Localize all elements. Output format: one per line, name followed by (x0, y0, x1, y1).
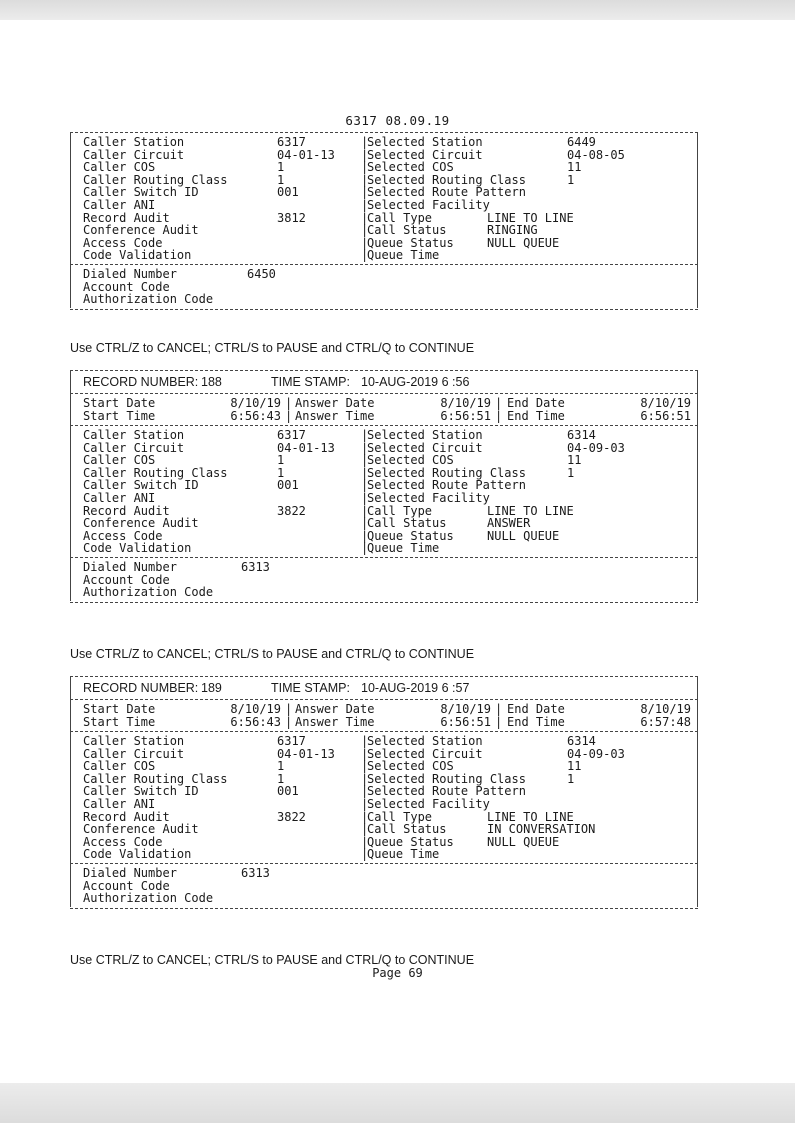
value: 1 (277, 160, 285, 175)
label: Start Time (83, 409, 156, 423)
time-stamp: 10-AUG-2019 6 :57 (361, 681, 470, 695)
label: Access Code (83, 528, 163, 543)
label: Queue Status (367, 235, 454, 250)
label: Dialed Number (83, 266, 177, 281)
time-stamp-label: TIME STAMP: (271, 681, 350, 695)
label: Caller Routing Class (83, 465, 228, 480)
label: Call Status (367, 822, 447, 837)
record-number-label: RECORD NUMBER: (83, 375, 199, 389)
label: Call Status (367, 516, 447, 531)
label: Account Code (83, 878, 170, 893)
time-stamp: 10-AUG-2019 6 :56 (361, 375, 470, 389)
label: Caller Station (83, 428, 185, 442)
dialed-details-1 (70, 264, 698, 308)
record-header (70, 677, 698, 699)
value: 6:56:43 (230, 715, 281, 729)
label: Selected COS (367, 453, 454, 468)
label: Call Type (367, 809, 433, 824)
label: Selected Route Pattern (367, 784, 526, 799)
label: Answer Time (295, 409, 375, 423)
value: 04-01-13 (277, 746, 335, 761)
value: 3822 (277, 809, 306, 824)
call-record-189 (70, 676, 698, 909)
label: Queue Status (367, 834, 454, 849)
label: Caller COS (83, 453, 156, 468)
value: 04-09-03 (567, 746, 625, 761)
value: 6314 (567, 734, 596, 748)
value: 1 (277, 172, 285, 187)
label: Code Validation (83, 541, 192, 556)
label: Code Validation (83, 248, 192, 263)
label: Queue Status (367, 528, 454, 543)
value: ANSWER (487, 516, 531, 531)
label: Caller Routing Class (83, 771, 228, 786)
record-number: 189 (201, 681, 222, 695)
label: Caller ANI (83, 197, 156, 212)
dialed-details-189 (70, 863, 698, 907)
value: 6449 (567, 135, 596, 149)
value: 6:56:43 (230, 409, 281, 423)
value: 1 (567, 172, 575, 187)
label: Authorization Code (83, 891, 214, 906)
page-header: 6317 08.09.19 (345, 113, 450, 128)
label: Selected Route Pattern (367, 478, 526, 493)
label: Queue Time (367, 847, 440, 862)
scan-top-band (0, 0, 795, 20)
value: 8/10/19 (230, 702, 281, 716)
label: Selected Circuit (367, 440, 483, 455)
call-record-1 (70, 132, 698, 310)
value: IN CONVERSATION (487, 822, 596, 837)
label: Dialed Number (83, 559, 177, 574)
label: Caller Switch ID (83, 784, 199, 799)
label: Caller Circuit (83, 147, 185, 162)
value: 6313 (241, 559, 270, 574)
value: 001 (277, 185, 299, 200)
dialed-details-188 (70, 557, 698, 601)
cancel-instructions: Use CTRL/Z to CANCEL; CTRL/S to PAUSE and CTRL/Q to CONTINUE (70, 341, 475, 355)
value: 04-01-13 (277, 440, 335, 455)
value: 8/10/19 (440, 702, 491, 716)
label: Access Code (83, 834, 163, 849)
record-header (70, 371, 698, 393)
value: NULL QUEUE (487, 834, 560, 849)
label: Selected Station (367, 428, 483, 442)
label: Call Status (367, 223, 447, 238)
label: Caller ANI (83, 796, 156, 811)
value: 04-09-03 (567, 440, 625, 455)
label: Conference Audit (83, 223, 199, 238)
label: Selected Routing Class (367, 465, 526, 480)
label: Answer Date (295, 702, 375, 716)
station-details-189: Caller Station 6317 | Selected Station 6314 Caller Circuit 04-01-13 | Selected Circuit 04-09-03 Caller COS 1 | Selected COS 11 Caller Routing Class 1 | Selected Routing Class 1 Caller Switch ID 001 | Selected Route Pattern Caller ANI | Selected Facility Record Audit 3822 | Call Type LINE TO LINE Conference Audit | Call Status IN CONVERSATION Access Code | Queue Status NULL QUEUE Code Validation | Queue Time (70, 731, 698, 863)
date-details: Start Date 8/10/19 | Answer Date 8/10/19 | End Date 8/10/19 Start Time 6:56:43 | Answer Time 6:56:51 | End Time 6:56:51 (70, 393, 698, 425)
value: 6:57:48 (640, 715, 691, 729)
label: Authorization Code (83, 585, 214, 600)
label: Selected Station (367, 135, 483, 149)
label: Queue Time (367, 541, 440, 556)
value: 1 (567, 771, 575, 786)
label: Start Date (83, 702, 156, 716)
label: Caller Routing Class (83, 172, 228, 187)
label: Caller Circuit (83, 746, 185, 761)
call-record-188 (70, 370, 698, 603)
value: 1 (277, 759, 285, 774)
label: Selected Route Pattern (367, 185, 526, 200)
label: End Time (507, 409, 565, 423)
value: LINE TO LINE (487, 210, 574, 225)
value: LINE TO LINE (487, 503, 574, 518)
label: Caller COS (83, 759, 156, 774)
date-details: Start Date 8/10/19 | Answer Date 8/10/19 | End Date 8/10/19 Start Time 6:56:43 | Answer Time 6:56:51 | End Time 6:57:48 (70, 699, 698, 731)
label: Answer Time (295, 715, 375, 729)
label: Call Type (367, 503, 433, 518)
label: Selected COS (367, 759, 454, 774)
label: End Date (507, 702, 565, 716)
label: Caller COS (83, 160, 156, 175)
value: 8/10/19 (440, 396, 491, 410)
value: 6313 (241, 865, 270, 880)
value: 001 (277, 478, 299, 493)
value: 8/10/19 (230, 396, 281, 410)
label: Start Date (83, 396, 156, 410)
label: Conference Audit (83, 822, 199, 837)
value: 3812 (277, 210, 306, 225)
label: Selected Routing Class (367, 771, 526, 786)
label: Selected Facility (367, 796, 490, 811)
scan-bottom-band (0, 1083, 795, 1123)
value: NULL QUEUE (487, 235, 560, 250)
value: 11 (567, 160, 582, 175)
value: 001 (277, 784, 299, 799)
label: Selected Circuit (367, 147, 483, 162)
record-number: 188 (201, 375, 222, 389)
value: 6317 (277, 428, 306, 442)
record-number-label: RECORD NUMBER: (83, 681, 199, 695)
value: 6:56:51 (640, 409, 691, 423)
label: Authorization Code (83, 292, 214, 307)
value: 8/10/19 (640, 396, 691, 410)
label: Account Code (83, 572, 170, 587)
value: 04-08-05 (567, 147, 625, 162)
label: Start Time (83, 715, 156, 729)
label: Record Audit (83, 210, 170, 225)
label: Caller Switch ID (83, 478, 199, 493)
value: NULL QUEUE (487, 528, 560, 543)
label: Queue Time (367, 248, 440, 263)
value: 6317 (277, 135, 306, 149)
time-stamp-label: TIME STAMP: (271, 375, 350, 389)
station-details-1: Caller Station 6317 | Selected Station 6449 Caller Circuit 04-01-13 | Selected Circuit 04-08-05 Caller COS 1 | Selected COS 11 Caller Routing Class 1 | Selected Routing Class 1 Caller Switch ID 001 | Selected Route Pattern Caller ANI | Selected Facility Record Audit 3812 | Call Type LINE TO LINE Conference Audit | Call Status RINGING Access Code | Queue Status NULL QUEUE Code Validation | Queue Time (70, 133, 698, 264)
value: 8/10/19 (640, 702, 691, 716)
label: Code Validation (83, 847, 192, 862)
label: End Date (507, 396, 565, 410)
label: Answer Date (295, 396, 375, 410)
value: LINE TO LINE (487, 809, 574, 824)
value: RINGING (487, 223, 538, 238)
label: Caller Circuit (83, 440, 185, 455)
label: Access Code (83, 235, 163, 250)
label: Selected Facility (367, 197, 490, 212)
label: Caller Station (83, 734, 185, 748)
label: Dialed Number (83, 865, 177, 880)
station-details-188: Caller Station 6317 | Selected Station 6314 Caller Circuit 04-01-13 | Selected Circuit 04-09-03 Caller COS 1 | Selected COS 11 Caller Routing Class 1 | Selected Routing Class 1 Caller Switch ID 001 | Selected Route Pattern Caller ANI | Selected Facility Record Audit 3822 | Call Type LINE TO LINE Conference Audit | Call Status ANSWER Access Code | Queue Status NULL QUEUE Code Validation | Queue Time (70, 425, 698, 557)
label: Record Audit (83, 503, 170, 518)
cancel-instructions: Use CTRL/Z to CANCEL; CTRL/S to PAUSE and CTRL/Q to CONTINUE (70, 953, 475, 967)
value: 1 (277, 465, 285, 480)
cancel-instructions: Use CTRL/Z to CANCEL; CTRL/S to PAUSE and CTRL/Q to CONTINUE (70, 647, 475, 661)
label: Selected Circuit (367, 746, 483, 761)
value: 1 (567, 465, 575, 480)
page-number: Page 69 (372, 966, 423, 980)
label: Conference Audit (83, 516, 199, 531)
label: Caller Switch ID (83, 185, 199, 200)
value: 11 (567, 453, 582, 468)
value: 1 (277, 771, 285, 786)
value: 1 (277, 453, 285, 468)
value: 6314 (567, 428, 596, 442)
label: End Time (507, 715, 565, 729)
value: 6317 (277, 734, 306, 748)
label: Record Audit (83, 809, 170, 824)
label: Caller Station (83, 135, 185, 149)
label: Selected COS (367, 160, 454, 175)
label: Call Type (367, 210, 433, 225)
label: Selected Station (367, 734, 483, 748)
value: 04-01-13 (277, 147, 335, 162)
label: Selected Facility (367, 490, 490, 505)
label: Account Code (83, 279, 170, 294)
value: 6450 (247, 266, 276, 281)
value: 6:56:51 (440, 409, 491, 423)
value: 3822 (277, 503, 306, 518)
value: 6:56:51 (440, 715, 491, 729)
label: Caller ANI (83, 490, 156, 505)
label: Selected Routing Class (367, 172, 526, 187)
value: 11 (567, 759, 582, 774)
